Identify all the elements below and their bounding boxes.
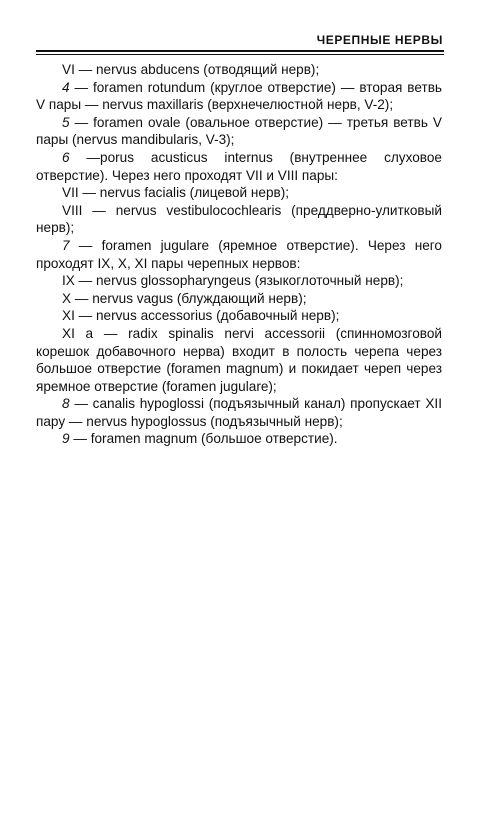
paragraph-text: — foramen ovale (овальное отверстие) — третья ветвь V пары (nervus mandibularis, V-3); [36, 114, 442, 148]
paragraph-text: —porus acusticus internus (внутреннее слуховое отверстие). Через него проходят VII и VIII пары: [36, 149, 442, 183]
paragraph [36, 202, 442, 237]
paragraph-text: — foramen rotundum (круглое отверстие) — вторая ветвь V пары — nervus maxillaris (верхнечелюстной нерв, V-2); [36, 79, 442, 113]
paragraph [36, 237, 442, 272]
paragraph [36, 114, 442, 149]
paragraph [36, 430, 442, 448]
paragraph [36, 307, 442, 325]
item-number: 8 [62, 396, 70, 412]
item-number: 7 [62, 237, 70, 253]
paragraph-text: — canalis hypoglossi (подъязычный канал) пропускает XII пару — nervus hypoglossus (подъязычный нерв); [36, 396, 442, 429]
item-number: 9 [62, 431, 70, 447]
paragraph-text: — foramen jugulare (яремное отверстие). Через него проходят IX, X, XI пары черепных нервов: [36, 237, 442, 271]
paragraph-text: — foramen magnum (большое отверстие). [69, 431, 338, 447]
paragraph [36, 290, 442, 308]
item-number: 6 [62, 149, 70, 165]
paragraph-text: VII — nervus facialis (лицевой нерв); [62, 185, 290, 201]
paragraph [36, 395, 442, 430]
header-rule-thick [36, 50, 444, 52]
paragraph-text: X — nervus vagus (блуждающий нерв); [62, 290, 307, 306]
paragraph [36, 61, 442, 79]
running-head: ЧЕРЕПНЫЕ НЕРВЫ [316, 33, 443, 47]
paragraph-text: VI — nervus abducens (отводящий нерв); [62, 62, 320, 77]
paragraph-text: XI a — radix spinalis nervi accessorii (спинномозговой корешок добавочного нерва) входит в полость черепа через большое отверстие (foramen magnum) и покидает череп через яремное отверстие (foramen jugulare); [36, 325, 442, 394]
item-number: 4 [62, 79, 70, 95]
paragraph [36, 272, 442, 290]
body-text [36, 61, 442, 448]
paragraph-text: VIII — nervus vestibulocochlearis (преддверно-улитковый нерв); [36, 202, 442, 236]
paragraph [36, 325, 442, 395]
paragraph-text: IX — nervus glossopharyngeus (языкоглоточный нерв); [62, 273, 404, 289]
paragraph [36, 184, 442, 202]
paragraph [36, 149, 442, 184]
header-rule-thin [36, 54, 444, 55]
item-number: 5 [62, 114, 70, 130]
paragraph [36, 79, 442, 114]
paragraph-text: XI — nervus accessorius (добавочный нерв); [62, 308, 340, 324]
